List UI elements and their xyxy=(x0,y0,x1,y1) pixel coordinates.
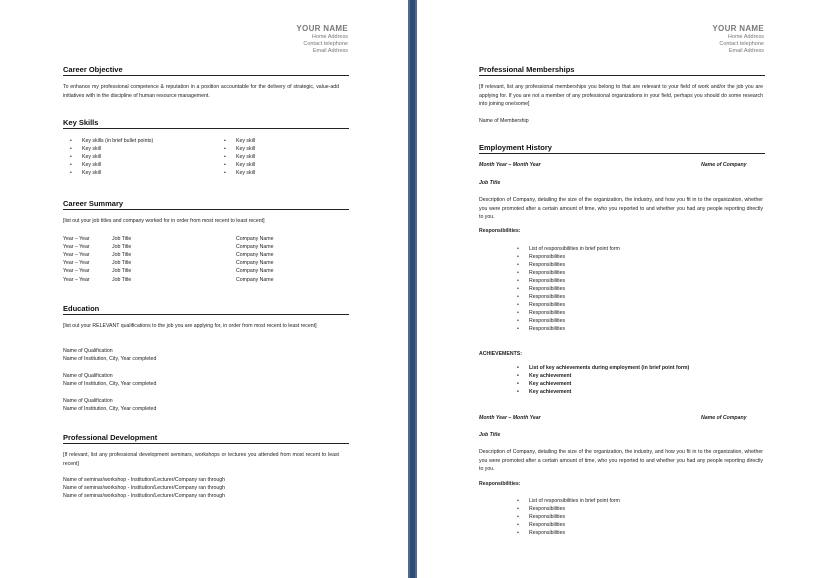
page-gutter-shadow xyxy=(410,0,415,578)
responsibility-item: • List of responsibilities in brief point form xyxy=(529,497,620,506)
education-note: [list out your RELEVANT qualifications to the job you are applying for, in order from most recent to least recent] xyxy=(63,323,317,329)
prof-dev-note: [If relevant, list any professional development seminars, workshops or lectures you attended from most recent to least recent] xyxy=(63,452,339,467)
responsibility-item: • Responsibilities xyxy=(529,269,565,278)
header-name: YOUR NAME xyxy=(712,24,764,33)
header-name: YOUR NAME xyxy=(296,24,348,33)
section-title-memberships: Professional Memberships xyxy=(479,65,575,74)
responsibility-item: • Responsibilities xyxy=(529,521,565,530)
skill-item: • Key skill xyxy=(82,145,101,154)
header-address: Home Address xyxy=(311,34,348,40)
skill-item: • Key skill xyxy=(82,169,101,178)
summary-job: Job Title xyxy=(112,244,132,250)
skill-item: • Key skill xyxy=(82,153,101,162)
memberships-note: [If relevant, list any professional memberships you belong to that are relevant to your field of work and/or the job you are applying for. If you are not a member of any professional organizations in your field, perhaps you should do some research into joining one/some] xyxy=(479,84,763,107)
prof-dev-entry: Name of seminar/workshop - Institution/Lecturer/Company ran through xyxy=(63,493,226,499)
summary-years: Year – Year xyxy=(63,260,90,266)
education-institution: Name of Institution, City, Year completed xyxy=(63,381,157,387)
achievement-item: • Key achievement xyxy=(529,372,571,381)
education-institution: Name of Institution, City, Year completed xyxy=(63,356,157,362)
summary-years: Year – Year xyxy=(63,252,90,258)
job-period: Month Year – Month Year xyxy=(479,415,541,421)
section-title-key-skills: Key Skills xyxy=(63,118,99,127)
achievement-item: • Key achievement xyxy=(529,388,571,397)
section-rule xyxy=(63,314,349,315)
responsibility-item: • Responsibilities xyxy=(529,309,565,318)
summary-job: Job Title xyxy=(112,260,132,266)
summary-company: Company Name xyxy=(236,268,274,274)
summary-years: Year – Year xyxy=(63,236,90,242)
education-qualification: Name of Qualification xyxy=(63,373,113,379)
responsibility-item: • Responsibilities xyxy=(529,277,565,286)
summary-job: Job Title xyxy=(112,277,132,283)
responsibility-item: • Responsibilities xyxy=(529,301,565,310)
page-2 xyxy=(417,0,826,578)
achievements-label: ACHIEVEMENTS: xyxy=(479,351,522,357)
responsibility-item: • List of responsibilities in brief point form xyxy=(529,245,620,254)
header-email: Email Address xyxy=(728,48,764,54)
achievement-item: • List of key achievements during employment (in brief point form) xyxy=(529,364,689,373)
section-title-professional-development: Professional Development xyxy=(63,433,158,442)
responsibility-item: • Responsibilities xyxy=(529,325,565,334)
responsibility-item: • Responsibilities xyxy=(529,293,565,302)
summary-company: Company Name xyxy=(236,260,274,266)
job-title: Job Title xyxy=(479,432,501,438)
job-period: Month Year – Month Year xyxy=(479,162,541,168)
header-address: Home Address xyxy=(727,34,764,40)
responsibilities-label: Responsibilities: xyxy=(479,481,521,487)
prof-dev-entry: Name of seminar/workshop - Institution/Lecturer/Company ran through xyxy=(63,477,226,483)
skill-item: • Key skill xyxy=(236,153,255,162)
section-rule xyxy=(63,75,349,76)
education-institution: Name of Institution, City, Year completed xyxy=(63,406,157,412)
skill-item: • Key skill xyxy=(236,137,255,146)
career-objective-text: To enhance my professional competence & reputation in a position accountable for the delivery of strategic, value-add initiatives with in the discipline of human resource management. xyxy=(63,84,339,99)
section-title-education: Education xyxy=(63,304,100,313)
job-company: Name of Company xyxy=(701,415,747,421)
skill-item: • Key skill xyxy=(236,145,255,154)
page-1 xyxy=(0,0,408,578)
education-qualification: Name of Qualification xyxy=(63,398,113,404)
responsibility-item: • Responsibilities xyxy=(529,253,565,262)
responsibility-item: • Responsibilities xyxy=(529,261,565,270)
responsibility-item: • Responsibilities xyxy=(529,529,565,538)
section-rule xyxy=(479,153,765,154)
responsibilities-label: Responsibilities: xyxy=(479,228,521,234)
job-description: Description of Company, detailing the size of the organization, the industry, and how you fit in to the organization, whether you were promoted after a certain amount of time, who you reported to and whether you had any people reporting directly to you. xyxy=(479,197,763,220)
section-title-employment: Employment History xyxy=(479,143,552,152)
section-rule xyxy=(63,209,349,210)
responsibility-item: • Responsibilities xyxy=(529,317,565,326)
summary-company: Company Name xyxy=(236,252,274,258)
section-rule xyxy=(479,75,765,76)
section-rule xyxy=(63,443,349,444)
section-rule xyxy=(63,128,349,129)
skill-item: • Key skills (in brief bullet points) xyxy=(82,137,153,146)
header-telephone: Contact telephone xyxy=(719,41,764,47)
summary-job: Job Title xyxy=(112,236,132,242)
achievement-item: • Key achievement xyxy=(529,380,571,389)
summary-job: Job Title xyxy=(112,252,132,258)
career-summary-note: [list out your job titles and company worked for in order from most recent to least recent] xyxy=(63,218,265,224)
header-telephone: Contact telephone xyxy=(303,41,348,47)
responsibility-item: • Responsibilities xyxy=(529,505,565,514)
summary-company: Company Name xyxy=(236,236,274,242)
summary-company: Company Name xyxy=(236,277,274,283)
membership-item: Name of Membership xyxy=(479,118,529,124)
summary-years: Year – Year xyxy=(63,244,90,250)
skill-item: • Key skill xyxy=(82,161,101,170)
summary-years: Year – Year xyxy=(63,268,90,274)
job-description: Description of Company, detailing the size of the organization, the industry, and how you fit in to the organization, whether you were promoted after a certain amount of time, who you reported to and whether you had any people reporting directly to you. xyxy=(479,449,763,472)
header-block xyxy=(296,24,348,55)
skill-item: • Key skill xyxy=(236,161,255,170)
summary-company: Company Name xyxy=(236,244,274,250)
header-block xyxy=(712,24,764,55)
summary-years: Year – Year xyxy=(63,277,90,283)
responsibility-item: • Responsibilities xyxy=(529,513,565,522)
section-title-career-objective: Career Objective xyxy=(63,65,123,74)
responsibility-item: • Responsibilities xyxy=(529,285,565,294)
section-title-career-summary: Career Summary xyxy=(63,199,124,208)
job-title: Job Title xyxy=(479,180,501,186)
prof-dev-entry: Name of seminar/workshop - Institution/Lecturer/Company ran through xyxy=(63,485,226,491)
header-email: Email Address xyxy=(312,48,348,54)
education-qualification: Name of Qualification xyxy=(63,348,113,354)
summary-job: Job Title xyxy=(112,268,132,274)
skill-item: • Key skill xyxy=(236,169,255,178)
job-company: Name of Company xyxy=(701,162,747,168)
